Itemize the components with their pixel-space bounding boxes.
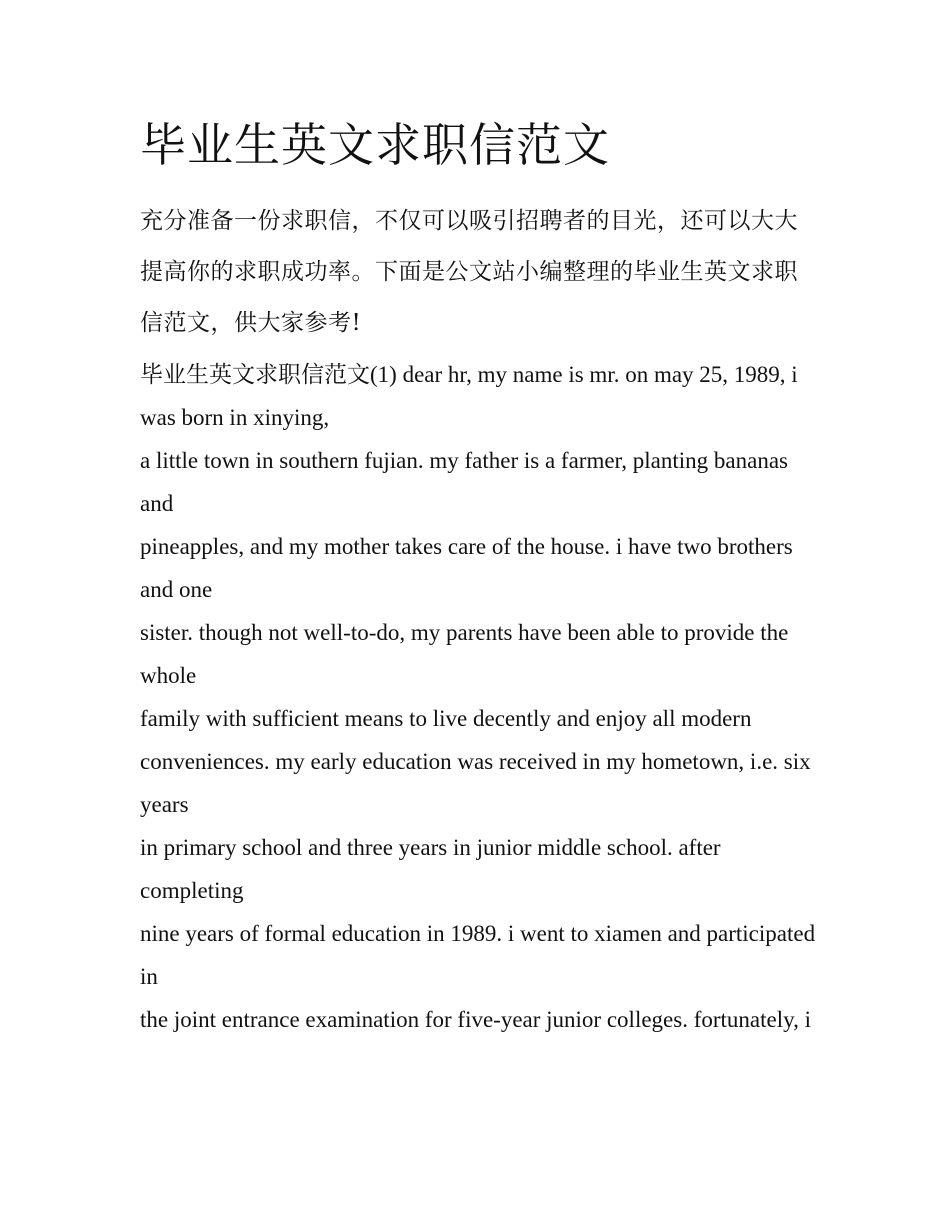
body-paragraph: sister. though not well-to-do, my parents have been able to provide the whole (140, 620, 789, 688)
body-paragraph: conveniences. my early education was received in my hometown, i.e. six years (140, 749, 811, 817)
body-paragraph: 毕业生英文求职信范文(1) dear hr, my name is mr. on may 25, 1989, i was born in xinying, (140, 362, 798, 430)
document-page (140, 110, 820, 1041)
body-paragraph: pineapples, and my mother takes care of the house. i have two brothers and one (140, 534, 793, 602)
intro-paragraph: 充分准备一份求职信，不仅可以吸引招聘者的目光，还可以大大提高你的求职成功率。下面是公文站小编整理的毕业生英文求职信范文，供大家参考! (140, 208, 798, 336)
body-paragraph: family with sufficient means to live decently and enjoy all modern (140, 706, 752, 731)
body-paragraph: in primary school and three years in junior middle school. after completing (140, 835, 721, 903)
body-paragraph: a little town in southern fujian. my father is a farmer, planting bananas and (140, 448, 788, 516)
body-paragraph: the joint entrance examination for five-year junior colleges. fortunately, i (140, 1007, 811, 1032)
page-title: 毕业生英文求职信范文 (140, 118, 610, 172)
body-paragraph: nine years of formal education in 1989. i went to xiamen and participated in (140, 921, 816, 989)
